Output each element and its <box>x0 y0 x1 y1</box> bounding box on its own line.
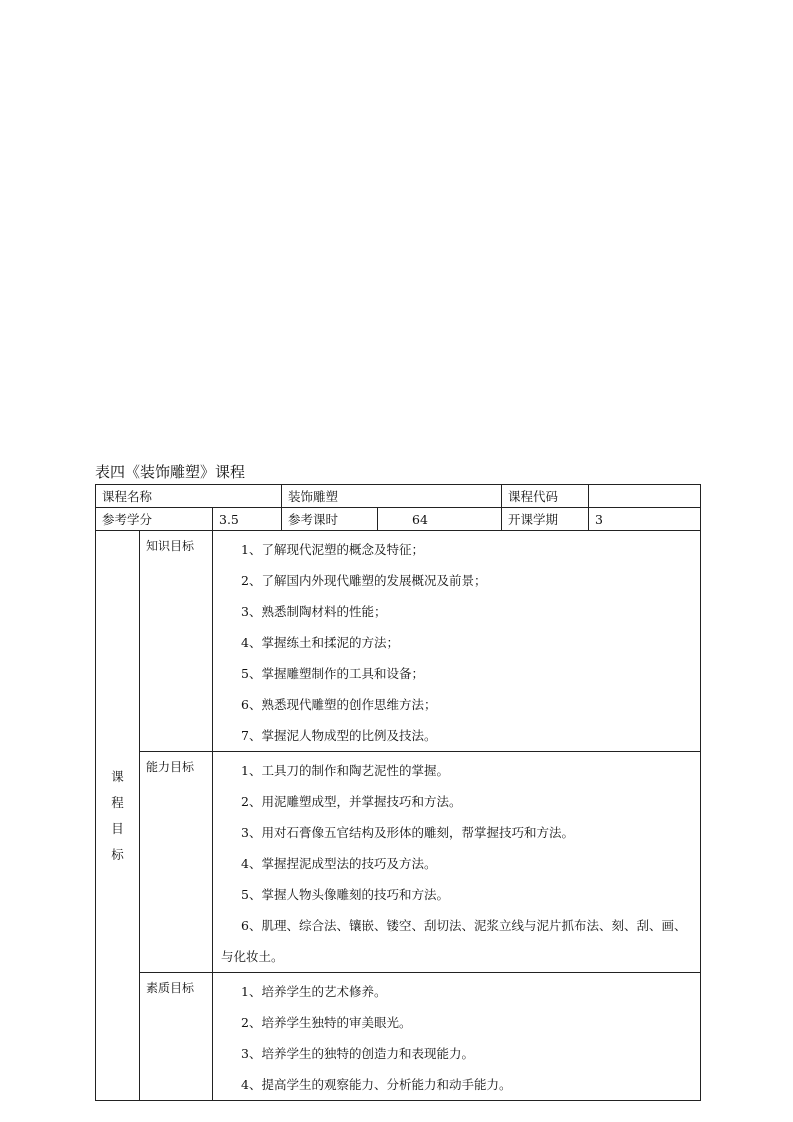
list-item: 5、掌握雕塑制作的工具和设备； <box>241 666 424 681</box>
section-label: 素质目标 <box>140 973 213 1101</box>
list-item: 6、肌理、综合法、镶嵌、镂空、刮切法、泥浆立线与泥片抓布法、刻、刮、画、与化妆土。 <box>221 918 687 964</box>
course-code-value <box>589 485 701 508</box>
list-item: 4、提高学生的观察能力、分析能力和动手能力。 <box>241 1077 512 1092</box>
credits-label: 参考学分 <box>96 508 213 531</box>
list-item: 2、培养学生独特的审美眼光。 <box>241 1015 412 1030</box>
objectives-label-cell <box>96 531 140 1101</box>
list-item: 2、用泥雕塑成型，并掌握技巧和方法。 <box>241 794 462 809</box>
list-item: 6、熟悉现代雕塑的创作思维方法； <box>241 697 437 712</box>
list-item: 3、用对石膏像五官结构及形体的雕刻，帮掌握技巧和方法。 <box>241 825 574 840</box>
semester-label: 开课学期 <box>502 508 589 531</box>
list-item: 1、培养学生的艺术修养。 <box>241 984 387 999</box>
list-item: 4、掌握练土和揉泥的方法； <box>241 635 399 650</box>
course-name-label: 课程名称 <box>96 485 282 508</box>
semester-value: 3 <box>589 508 701 531</box>
hours-label: 参考课时 <box>282 508 378 531</box>
course-name-value: 装饰雕塑 <box>282 485 502 508</box>
section-label: 能力目标 <box>140 752 213 973</box>
section-items <box>213 752 701 973</box>
section-items <box>213 531 701 752</box>
section-items <box>213 973 701 1101</box>
section-label: 知识目标 <box>140 531 213 752</box>
header-row-1 <box>96 485 701 508</box>
list-item: 1、了解现代泥塑的概念及特征； <box>241 542 424 557</box>
table-title: 表四《装饰雕塑》课程 <box>95 463 246 481</box>
hours-value: 64 <box>378 508 502 531</box>
list-item: 2、了解国内外现代雕塑的发展概况及前景； <box>241 573 487 588</box>
section-quality <box>96 973 701 1101</box>
credits-value: 3.5 <box>213 508 282 531</box>
section-ability <box>96 752 701 973</box>
list-item: 1、工具刀的制作和陶艺泥性的掌握。 <box>241 763 449 778</box>
list-item: 7、掌握泥人物成型的比例及技法。 <box>241 728 437 743</box>
section-knowledge <box>96 531 701 752</box>
course-table <box>95 484 701 1101</box>
course-code-label: 课程代码 <box>502 485 589 508</box>
list-item: 3、培养学生的独特的创造力和表现能力。 <box>241 1046 474 1061</box>
objectives-label: 课程目标 <box>111 768 124 862</box>
list-item: 3、熟悉制陶材料的性能； <box>241 604 387 619</box>
header-row-2 <box>96 508 701 531</box>
list-item: 5、掌握人物头像雕刻的技巧和方法。 <box>241 887 449 902</box>
list-item: 4、掌握捏泥成型法的技巧及方法。 <box>241 856 437 871</box>
